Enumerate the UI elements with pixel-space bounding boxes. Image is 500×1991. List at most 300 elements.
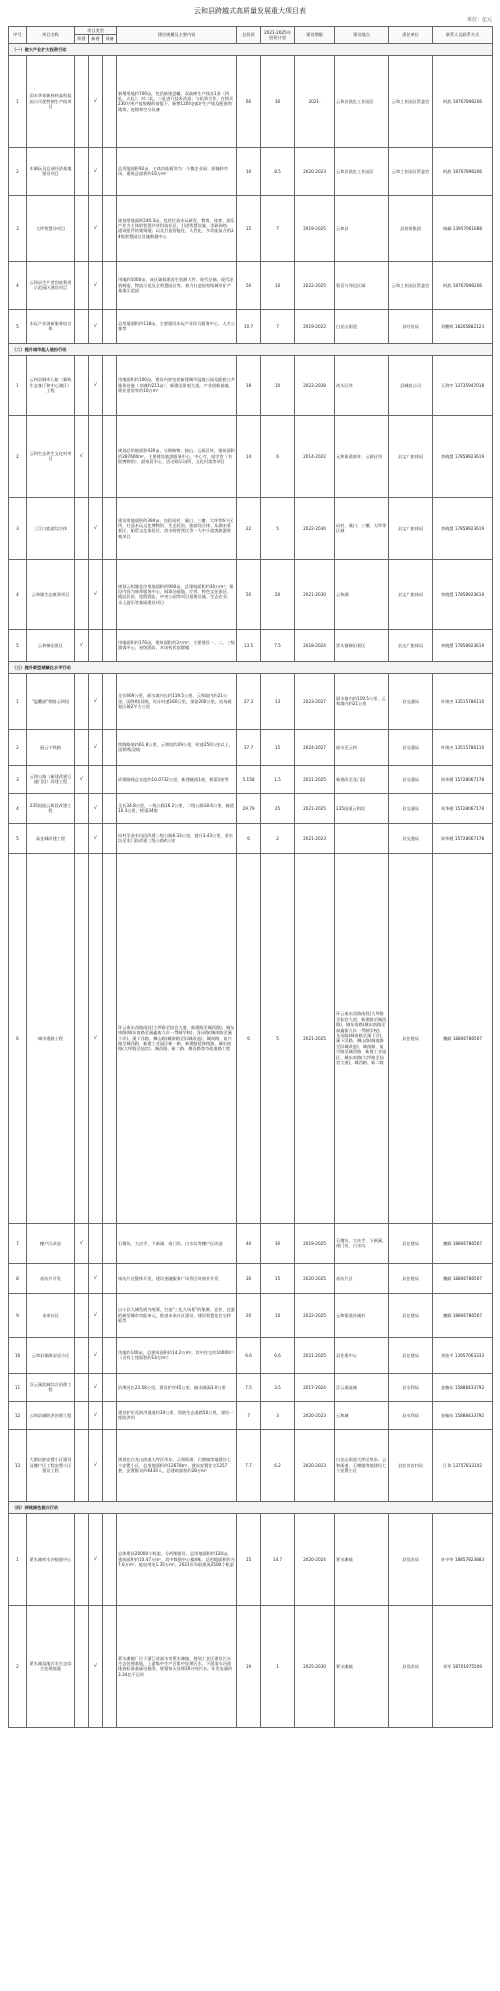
- cell-unit: 县交通局: [389, 823, 433, 853]
- cell-contact: 刘军 18701975509: [433, 1605, 493, 1727]
- cell-content: 用地面积约100亩，建设内容包括新建城市湿地公园及配套公共服务设施（水域约211亩），新建沿景观大道，产业创新基地、商业用房等约10万m²: [117, 355, 237, 415]
- table-row: [9, 629, 493, 661]
- table-row: [9, 1337, 493, 1373]
- cell-type-check: [75, 309, 89, 343]
- cell-location: 云和城: [335, 1401, 389, 1429]
- cell-location: 云和县: [335, 195, 389, 261]
- cell-type-check: √: [89, 853, 103, 1223]
- table-row: [9, 55, 493, 147]
- cell-plan: 2: [261, 823, 295, 853]
- table-row: [9, 1605, 493, 1727]
- cell-type-check: √: [89, 1513, 103, 1605]
- cell-location: 235国道云和段: [335, 793, 389, 823]
- cell-unit: 县文广旅体局: [389, 559, 433, 629]
- cell-content: 局村至金水坑段改建二级公路6.33公里，提升3.43公里，金水坑至龙门段改建三级公路4公里: [117, 823, 237, 853]
- cell-type-check: √: [89, 1401, 103, 1429]
- cell-type-check: [103, 729, 117, 765]
- cell-plan: 7: [261, 195, 295, 261]
- cell-name: 云和公路（新建改建互通门段）改建工程: [27, 765, 75, 793]
- table-row: [9, 559, 493, 629]
- header-location: 建设地点: [335, 27, 389, 44]
- cell-type-check: [75, 1293, 89, 1337]
- table-row: [9, 729, 493, 765]
- cell-plan: 13: [261, 673, 295, 729]
- cell-period: 2024-2027: [295, 729, 335, 765]
- cell-unit: 县经信局: [389, 309, 433, 343]
- cell-type-check: [103, 415, 117, 497]
- cell-name: 木制玩具总部经济基地建设项目: [27, 147, 75, 195]
- cell-seq: 1: [9, 1513, 27, 1605]
- cell-plan: 25: [261, 793, 295, 823]
- cell-unit: 县住建局: [389, 853, 433, 1223]
- cell-period: 2021-2025: [295, 853, 335, 1223]
- cell-plan: 5: [261, 497, 295, 559]
- cell-seq: 1: [9, 355, 27, 415]
- cell-unit: 县发改局: [389, 1605, 433, 1727]
- cell-type-check: √: [89, 261, 103, 309]
- cell-total: 5.158: [237, 765, 261, 793]
- cell-period: 2022-2028: [295, 355, 335, 415]
- cell-type-check: [103, 355, 117, 415]
- cell-total: 10.7: [237, 309, 261, 343]
- cell-type-check: √: [75, 415, 89, 497]
- cell-content: 改建路线总长度约10.0732公里，新建隧道1座，桥梁1座等: [117, 765, 237, 793]
- table-row: [9, 415, 493, 497]
- cell-name: 云和县城防洪治理工程: [27, 1401, 75, 1429]
- cell-plan: 20: [261, 559, 295, 629]
- cell-type-check: √: [89, 497, 103, 559]
- cell-type-check: √: [89, 1263, 103, 1293]
- cell-contact: 金楠东 15888433792: [433, 1373, 493, 1401]
- table-body: [9, 43, 493, 1727]
- cell-contact: 叶锦杰 13515786110: [433, 729, 493, 765]
- cell-content: 规划在白龙山街道大坪区块东、云和街道、石塘镇等地建设七个安置小区，总用地面积约12678m²，建设安置住宅1257套，安置群众约6430人，总建筑面积约28万m²: [117, 1429, 237, 1501]
- cell-name: 城市道路工程: [27, 853, 75, 1223]
- cell-total: 7.7: [237, 1429, 261, 1501]
- cell-content: 建设护岸及防洪通道约30公里，堤防生态道路50公里，建设一座防洪坝: [117, 1401, 237, 1429]
- cell-unit: 县交通局: [389, 765, 433, 793]
- cell-total: 6.6: [237, 1337, 261, 1373]
- cell-period: 2019-2022: [295, 309, 335, 343]
- cell-location: 紧水滩镇: [335, 1513, 389, 1605]
- cell-location: 白龙山街道: [335, 309, 389, 343]
- table-row: [9, 261, 493, 309]
- cell-unit: 县水利局: [389, 1401, 433, 1429]
- cell-contact: 周华健 15728067178: [433, 823, 493, 853]
- cell-plan: 10: [261, 261, 295, 309]
- cell-total: 7: [237, 1401, 261, 1429]
- cell-seq: 12: [9, 1401, 27, 1429]
- cell-total: 15: [237, 195, 261, 261]
- cell-location: 箬岙与邻边区域: [335, 261, 389, 309]
- cell-name: 国水华邦新材料高科技园公司优特钢生产线项目: [27, 55, 75, 147]
- cell-location: [335, 823, 389, 853]
- cell-plan: 1.5: [261, 765, 295, 793]
- cell-name: 木玩产业创新服务综合体: [27, 309, 75, 343]
- cell-seq: 13: [9, 1429, 27, 1501]
- cell-name: 云和生态养生文化村项目: [27, 415, 75, 497]
- cell-contact: 魏顺 18806786567: [433, 1293, 493, 1337]
- cell-location: 丽水至云和: [335, 729, 389, 765]
- cell-name: 紧水滩库水冷数据中心: [27, 1513, 75, 1605]
- header-period: 建设期限: [295, 27, 335, 44]
- header-name: 项目名称: [27, 27, 75, 44]
- cell-total: 37.7: [237, 729, 261, 765]
- cell-plan: 10: [261, 1293, 295, 1337]
- cell-type-check: [75, 55, 89, 147]
- cell-content: 总用地面积92亩，主体功能板块为：小微企业园、原辅料市场、建筑总面积约16万m²: [117, 147, 237, 195]
- cell-content: 环云南东西路南段(大坪路至仙宫大道、新建路至城西路)、城东南路(城东南路至福鑫街九年一贯制学校)、龙母路(城南路至溪下洋)、溪下洋路、狮山路(城南路至旧城改造)、城南路、复兴路至城西路、新建工业园区新一路、新建路延伸线路、城东南路(大坪路至仙宫)、城西路、新二路、梅岙路等市政道路工程: [117, 853, 237, 1223]
- cell-unit: 县城投公司: [389, 355, 433, 415]
- cell-total: 18: [237, 355, 261, 415]
- cell-name: 云和湖生态康养项目: [27, 559, 75, 629]
- cell-type-check: √: [89, 195, 103, 261]
- cell-period: 2020-2024: [295, 1513, 335, 1605]
- cell-seq: 6: [9, 853, 27, 1223]
- table-row: [9, 673, 493, 729]
- section-row: [9, 1501, 493, 1513]
- cell-seq: 9: [9, 1293, 27, 1337]
- cell-type-check: [89, 415, 103, 497]
- cell-seq: 3: [9, 195, 27, 261]
- cell-plan: 15: [261, 1263, 295, 1293]
- cell-name: 紧水滩湿地污水生态综合处理基地: [27, 1605, 75, 1727]
- cell-type-check: [103, 853, 117, 1223]
- document-title: 云和县跨越式高质量发展重大项目表: [194, 7, 306, 15]
- cell-content: 总用地面积约118亩，主要建设木玩产业综合服务中心、人才公寓等: [117, 309, 237, 343]
- cell-unit: 县文广旅体局: [389, 415, 433, 497]
- cell-period: 2022-2025: [295, 1293, 335, 1337]
- table-row: [9, 1429, 493, 1501]
- cell-period: 2017-2024: [295, 1373, 335, 1401]
- cell-location: 南坑片区: [335, 1263, 389, 1293]
- cell-type-check: [89, 765, 103, 793]
- cell-total: 10: [237, 147, 261, 195]
- cell-total: 13.5: [237, 629, 261, 661]
- cell-type-check: [103, 1337, 117, 1373]
- cell-unit: 云和工业园区管委会: [389, 147, 433, 195]
- cell-period: 2022-2025: [295, 261, 335, 309]
- cell-type-check: [75, 261, 89, 309]
- cell-name: 三江口旅游综合体: [27, 497, 75, 559]
- table-row: [9, 793, 493, 823]
- cell-content: 规划总用地面积430亩，分期购物、独山、云源区块，建筑面积约287600m²。主要建设旅游服务中心、中心寺、国学堂（书院博物馆）、丽家居中心、活动娱乐场所、文化村落等项目: [117, 415, 237, 497]
- cell-total: 15: [237, 1513, 261, 1605]
- cell-total: 14: [237, 415, 261, 497]
- table-row: [9, 355, 493, 415]
- cell-location: 浮云溪流域: [335, 1373, 389, 1401]
- cell-seq: 3: [9, 497, 27, 559]
- cell-content: 建设用地面积约394亩，包括局村、溪口、三槽、大坪等6个区块，打造木玩文化博物馆、生态民宿、旅游综合体、东湖水景景区、船帮文化体验区、滨水野营营区等一大中小游客旅游景观项目: [117, 497, 237, 559]
- cell-contact: 刘鹏辉 18205882123: [433, 309, 493, 343]
- cell-total: 27.3: [237, 673, 261, 729]
- cell-unit: 县交通局: [389, 729, 433, 765]
- cell-contact: 江伟 13757833102: [433, 1429, 493, 1501]
- cell-total: 60: [237, 55, 261, 147]
- cell-type-check: [103, 765, 117, 793]
- cell-type-check: [103, 1263, 117, 1293]
- table-row: [9, 309, 493, 343]
- cell-name: 云和县生产者回收利用示范园区建设项目: [27, 261, 75, 309]
- cell-total: 40: [237, 1223, 261, 1263]
- cell-unit: 县住建局: [389, 1263, 433, 1293]
- cell-type-check: [103, 55, 117, 147]
- cell-content: 用地约1000亩，该区域拟建再生资源大件、现代仓储、现代涂装制造、物流示范及全智慧园区等，着力打造国家级城市矿产基地示范园: [117, 261, 237, 309]
- header-seq: 序号: [9, 27, 27, 44]
- cell-location: 环云南东西路南段(大坪路至仙宫大道、新建路至城西路)、城东南路(城东南路至福鑫街九年一贯制学校)、龙母路(城南路至溪下洋)、溪下洋路、狮山路(城南路至旧城改造)、城南路、复兴路至城西路、新建工业园区、城东南路(大坪路至仙宫大道)、城西路、新二路: [335, 853, 389, 1223]
- cell-type-check: [75, 729, 89, 765]
- table-row: [9, 1263, 493, 1293]
- cell-location: 云和县凯化工业园区: [335, 55, 389, 147]
- cell-total: 6: [237, 823, 261, 853]
- cell-seq: 4: [9, 559, 27, 629]
- cell-period: 2023-2027: [295, 673, 335, 729]
- section-row: [9, 343, 493, 355]
- cell-name: 大坪智慧谷项目: [27, 195, 75, 261]
- cell-type-check: [103, 147, 117, 195]
- cell-unit: 县投资集团: [389, 195, 433, 261]
- table-row: [9, 497, 493, 559]
- cell-name: 丽云宁铁路: [27, 729, 75, 765]
- cell-name: 235国道云和段改建工程: [27, 793, 75, 823]
- document-page: [8, 0, 492, 1728]
- cell-contact: 王海宇 13735947018: [433, 355, 493, 415]
- cell-name: 浮云溪流域综合治理工程: [27, 1373, 75, 1401]
- cell-content: 治理河长22.58公里，建设护岸45公里，输水隧洞3.0公里: [117, 1373, 237, 1401]
- cell-type-check: [103, 497, 117, 559]
- cell-total: 30: [237, 1263, 261, 1293]
- cell-contact: 魏顺 18806786567: [433, 1223, 493, 1263]
- cell-name: "温衢丽"铁路云和段: [27, 673, 75, 729]
- cell-period: 2021-2025: [295, 765, 335, 793]
- cell-content: 以小县大城发展为统筹，打造"三化九场景"的集聚、宜业、宜游的新型城市功能单元，推进未来社区建设，建设智慧化住宅样板等: [117, 1293, 237, 1337]
- cell-type-check: [75, 1605, 89, 1727]
- cell-type-check: [75, 1513, 89, 1605]
- cell-contact: 周华健 15728067178: [433, 765, 493, 793]
- cell-total: 7.5: [237, 1373, 261, 1401]
- cell-total: 50: [237, 559, 261, 629]
- cell-content: 石塘坑、大庆寺、下新溪、南门坊、白水坑等棚户区改造: [117, 1223, 237, 1263]
- cell-unit: 县文广旅体局: [389, 497, 433, 559]
- cell-seq: 5: [9, 823, 27, 853]
- cell-unit: 县住建局: [389, 1337, 433, 1373]
- cell-type-check: [75, 497, 89, 559]
- cell-contact: 柯波 18767896206: [433, 147, 493, 195]
- header-total: 总投资: [237, 27, 261, 44]
- cell-unit: 县发改局: [389, 1513, 433, 1605]
- cell-type-check: √: [89, 1293, 103, 1337]
- cell-name: 南坑片开发: [27, 1263, 75, 1293]
- cell-location: 白龙山街道大坪区块东、云和街道、石塘镇等地建设七个安置小区: [335, 1429, 389, 1501]
- cell-location: 新建改至龙门段: [335, 765, 389, 793]
- cell-type-check: √: [89, 1373, 103, 1401]
- cell-type-check: [103, 673, 117, 729]
- cell-type-check: [103, 1293, 117, 1337]
- cell-contact: 李晓慧 17858923619: [433, 415, 493, 497]
- cell-total: 20: [237, 1293, 261, 1337]
- cell-plan: 3: [261, 1401, 295, 1429]
- table-row: [9, 1223, 493, 1263]
- cell-type-check: [75, 673, 89, 729]
- cell-total: 29.79: [237, 793, 261, 823]
- cell-content: 新增用地约700亩，包括新建盘螺、双高棒生产线各1条（四轧、五轧）；对二轧、三轧进行技术改造；与拓鸿合作，在购买230万吨产能规模的前提下，新增120t电弧炉生产线及配套的精炼、连铸和空分设备: [117, 55, 237, 147]
- cell-period: 2021-2030: [295, 559, 335, 629]
- cell-content: 全长34.8公里，一级公路16.2公里，二级公路18.6公里，隧道10.3公里，桥梁34座: [117, 793, 237, 823]
- table-row: [9, 195, 493, 261]
- cell-name: 大源坑胚安置小区建设及棚户区工程安置小区建设工程: [27, 1429, 75, 1501]
- cell-seq: 2: [9, 729, 27, 765]
- cell-plan: 30: [261, 1223, 295, 1263]
- cell-location: 石塘坑、大庆寺、下新溪、南门坊、白水坑: [335, 1223, 389, 1263]
- table-row: [9, 1513, 493, 1605]
- section-row: [9, 661, 493, 673]
- cell-type-check: √: [89, 355, 103, 415]
- header-unit: 责任单位: [389, 27, 433, 44]
- cell-location: 崇头镇梯田景区: [335, 629, 389, 661]
- cell-period: 2025-2030: [295, 1605, 335, 1727]
- cell-seq: 2: [9, 147, 27, 195]
- table-row: [9, 765, 493, 793]
- header-type-new: 新建: [89, 35, 103, 43]
- cell-plan: 3.5: [261, 1373, 295, 1401]
- section-row: [9, 43, 493, 55]
- cell-type-check: [75, 1401, 89, 1429]
- cell-location: 元和街道沙溪村: [335, 1293, 389, 1337]
- cell-period: 2018-2024: [295, 629, 335, 661]
- cell-content: 紧水滩镇厂位于浙江省丽水市紧水滩镇，规划工业区建设污水生态处理基地，上游集中生产区集中处理污水，下游清水河道排放标准基础设施等，规划每天处理30万吨污水，年发电量约3.34亿千瓦时: [117, 1605, 237, 1727]
- cell-unit: 县文广旅体局: [389, 629, 433, 661]
- cell-type-check: [75, 853, 89, 1223]
- cell-type-check: [103, 1429, 117, 1501]
- cell-type-check: [103, 559, 117, 629]
- cell-location: 紧水滩镇: [335, 1605, 389, 1727]
- header-type-cont: 续建: [75, 35, 89, 43]
- header-plan: 2021-2025年投资计划: [261, 27, 295, 44]
- cell-contact: 柯波 18767896206: [433, 55, 493, 147]
- cell-name: 云和梯田景区: [27, 629, 75, 661]
- cell-content: 总体建设20000个机架，分两期建设，总用地面积约120亩，建筑面积约10.47万m²，其中数据中心楼4栋，总用地面积约为7.6万m²，能电用电1.35万m²，2021年争取建成2500个机架: [117, 1513, 237, 1605]
- cell-type-check: [75, 1373, 89, 1401]
- cell-period: 2020-2025: [295, 1263, 335, 1293]
- cell-period: 2021-2023: [295, 823, 335, 853]
- cell-period: 2022-2030: [295, 497, 335, 559]
- cell-name: 云和县城市心脏（雾屿生态客厅和中心湖区）工程: [27, 355, 75, 415]
- cell-seq: 10: [9, 1337, 27, 1373]
- cell-type-check: [75, 147, 89, 195]
- cell-contact: 李晓慧 17858923619: [433, 497, 493, 559]
- cell-type-check: [103, 1513, 117, 1605]
- cell-plan: 6.2: [261, 1429, 295, 1501]
- cell-location: 县住建中心: [335, 1337, 389, 1373]
- cell-plan: 7: [261, 309, 295, 343]
- cell-location: 云和湖: [335, 559, 389, 629]
- cell-name: 未来社区: [27, 1293, 75, 1337]
- cell-type-check: √: [89, 823, 103, 853]
- cell-plan: 8.5: [261, 147, 295, 195]
- cell-seq: 5: [9, 629, 27, 661]
- cell-contact: 金楠东 15888433792: [433, 1401, 493, 1429]
- cell-plan: 7.5: [261, 629, 295, 661]
- table-row: [9, 147, 493, 195]
- table-row: [9, 1401, 493, 1429]
- cell-period: 2020-2023: [295, 147, 335, 195]
- cell-type-check: [89, 629, 103, 661]
- cell-location: 丽水境内约119.5公里，云和境内约21公里: [335, 673, 389, 729]
- cell-contact: 魏顺 18806786567: [433, 853, 493, 1223]
- cell-contact: 柯波 18767896206: [433, 261, 493, 309]
- cell-type-check: [89, 1223, 103, 1263]
- cell-type-check: √: [89, 1429, 103, 1501]
- cell-type-check: [75, 1337, 89, 1373]
- cell-unit: 县交通局: [389, 793, 433, 823]
- cell-period: 2019-2025: [295, 195, 335, 261]
- header-contact: 联系人及联系方式: [433, 27, 493, 44]
- table-row: [9, 1373, 493, 1401]
- cell-total: 6: [237, 853, 261, 1223]
- cell-type-check: √: [89, 55, 103, 147]
- cell-contact: 杨娴 13957061688: [433, 195, 493, 261]
- cell-unit: 县住建局: [389, 1293, 433, 1337]
- cell-name: 棚户区改造: [27, 1223, 75, 1263]
- cell-seq: 4: [9, 793, 27, 823]
- cell-type-check: √: [75, 765, 89, 793]
- cell-content: 南坑片区整体开发，建设金融服务广场等区块商业开发: [117, 1263, 237, 1293]
- cell-plan: 1: [261, 1605, 295, 1727]
- cell-type-check: √: [75, 629, 89, 661]
- section-title: （二）提升城市能人装扮行动: [9, 343, 493, 355]
- cell-seq: 5: [9, 309, 27, 343]
- cell-type-check: [103, 793, 117, 823]
- cell-content: 用地约140亩，总建筑面积约14.2万m²，其中住宅约10000户（含有土建面积约14万m²）: [117, 1337, 237, 1373]
- cell-content: 全长669公里，丽水境内长约119.5公里，云和境内约21公里，国铁I级双线，设计时速160公里，预留200公里，站场规划区域2平方公里: [117, 673, 237, 729]
- cell-location: 尚头区块: [335, 355, 389, 415]
- cell-unit: 县水利局: [389, 1373, 433, 1401]
- cell-type-check: √: [89, 793, 103, 823]
- cell-type-check: [75, 1263, 89, 1293]
- cell-contact: 李晓慧 17858923619: [433, 559, 493, 629]
- cell-contact: 刘佑平 13957063333: [433, 1337, 493, 1373]
- cell-content: 规划云和湖北岸用地面积约900亩，总建筑面积约30万m²；建设内容为康养服务中心、网球场基地、疗养、特色文化街区、精品民宿、度假酒店，中央公园等项目基建设施、生态农业、水上游乐等基础建设项目: [117, 559, 237, 629]
- cell-type-check: √: [89, 729, 103, 765]
- cell-period: 2020-2023: [295, 1401, 335, 1429]
- cell-location: 云和县凯化工业园区: [335, 147, 389, 195]
- cell-type-check: [75, 355, 89, 415]
- cell-unit: 云和工业园区管委会: [389, 55, 433, 147]
- cell-period: 2021-2025: [295, 1337, 335, 1373]
- cell-type-check: [103, 195, 117, 261]
- cell-location: 局村、溪口、三槽、大坪等区域: [335, 497, 389, 559]
- cell-type-check: [75, 823, 89, 853]
- cell-contact: 叶锦杰 13515786110: [433, 673, 493, 729]
- cell-unit: 云和工业园区管委会: [389, 261, 433, 309]
- table-row: [9, 1293, 493, 1337]
- table-row: [9, 853, 493, 1223]
- cell-type-check: [103, 1223, 117, 1263]
- unit-label: 单位：亿元: [466, 17, 492, 23]
- cell-unit: 县农业农村局: [389, 1429, 433, 1501]
- cell-type-check: √: [89, 1337, 103, 1373]
- cell-plan: 15: [261, 729, 295, 765]
- cell-period: 2020-2023: [295, 1429, 335, 1501]
- cell-plan: 30: [261, 55, 295, 147]
- cell-total: 19: [237, 1605, 261, 1727]
- cell-seq: 8: [9, 1263, 27, 1293]
- cell-type-check: [103, 629, 117, 661]
- header-content: 建设规模及主要内容: [117, 27, 237, 44]
- cell-contact: 周华健 15728067178: [433, 793, 493, 823]
- cell-plan: 5: [261, 853, 295, 1223]
- header-type-pre: 预备: [103, 35, 117, 43]
